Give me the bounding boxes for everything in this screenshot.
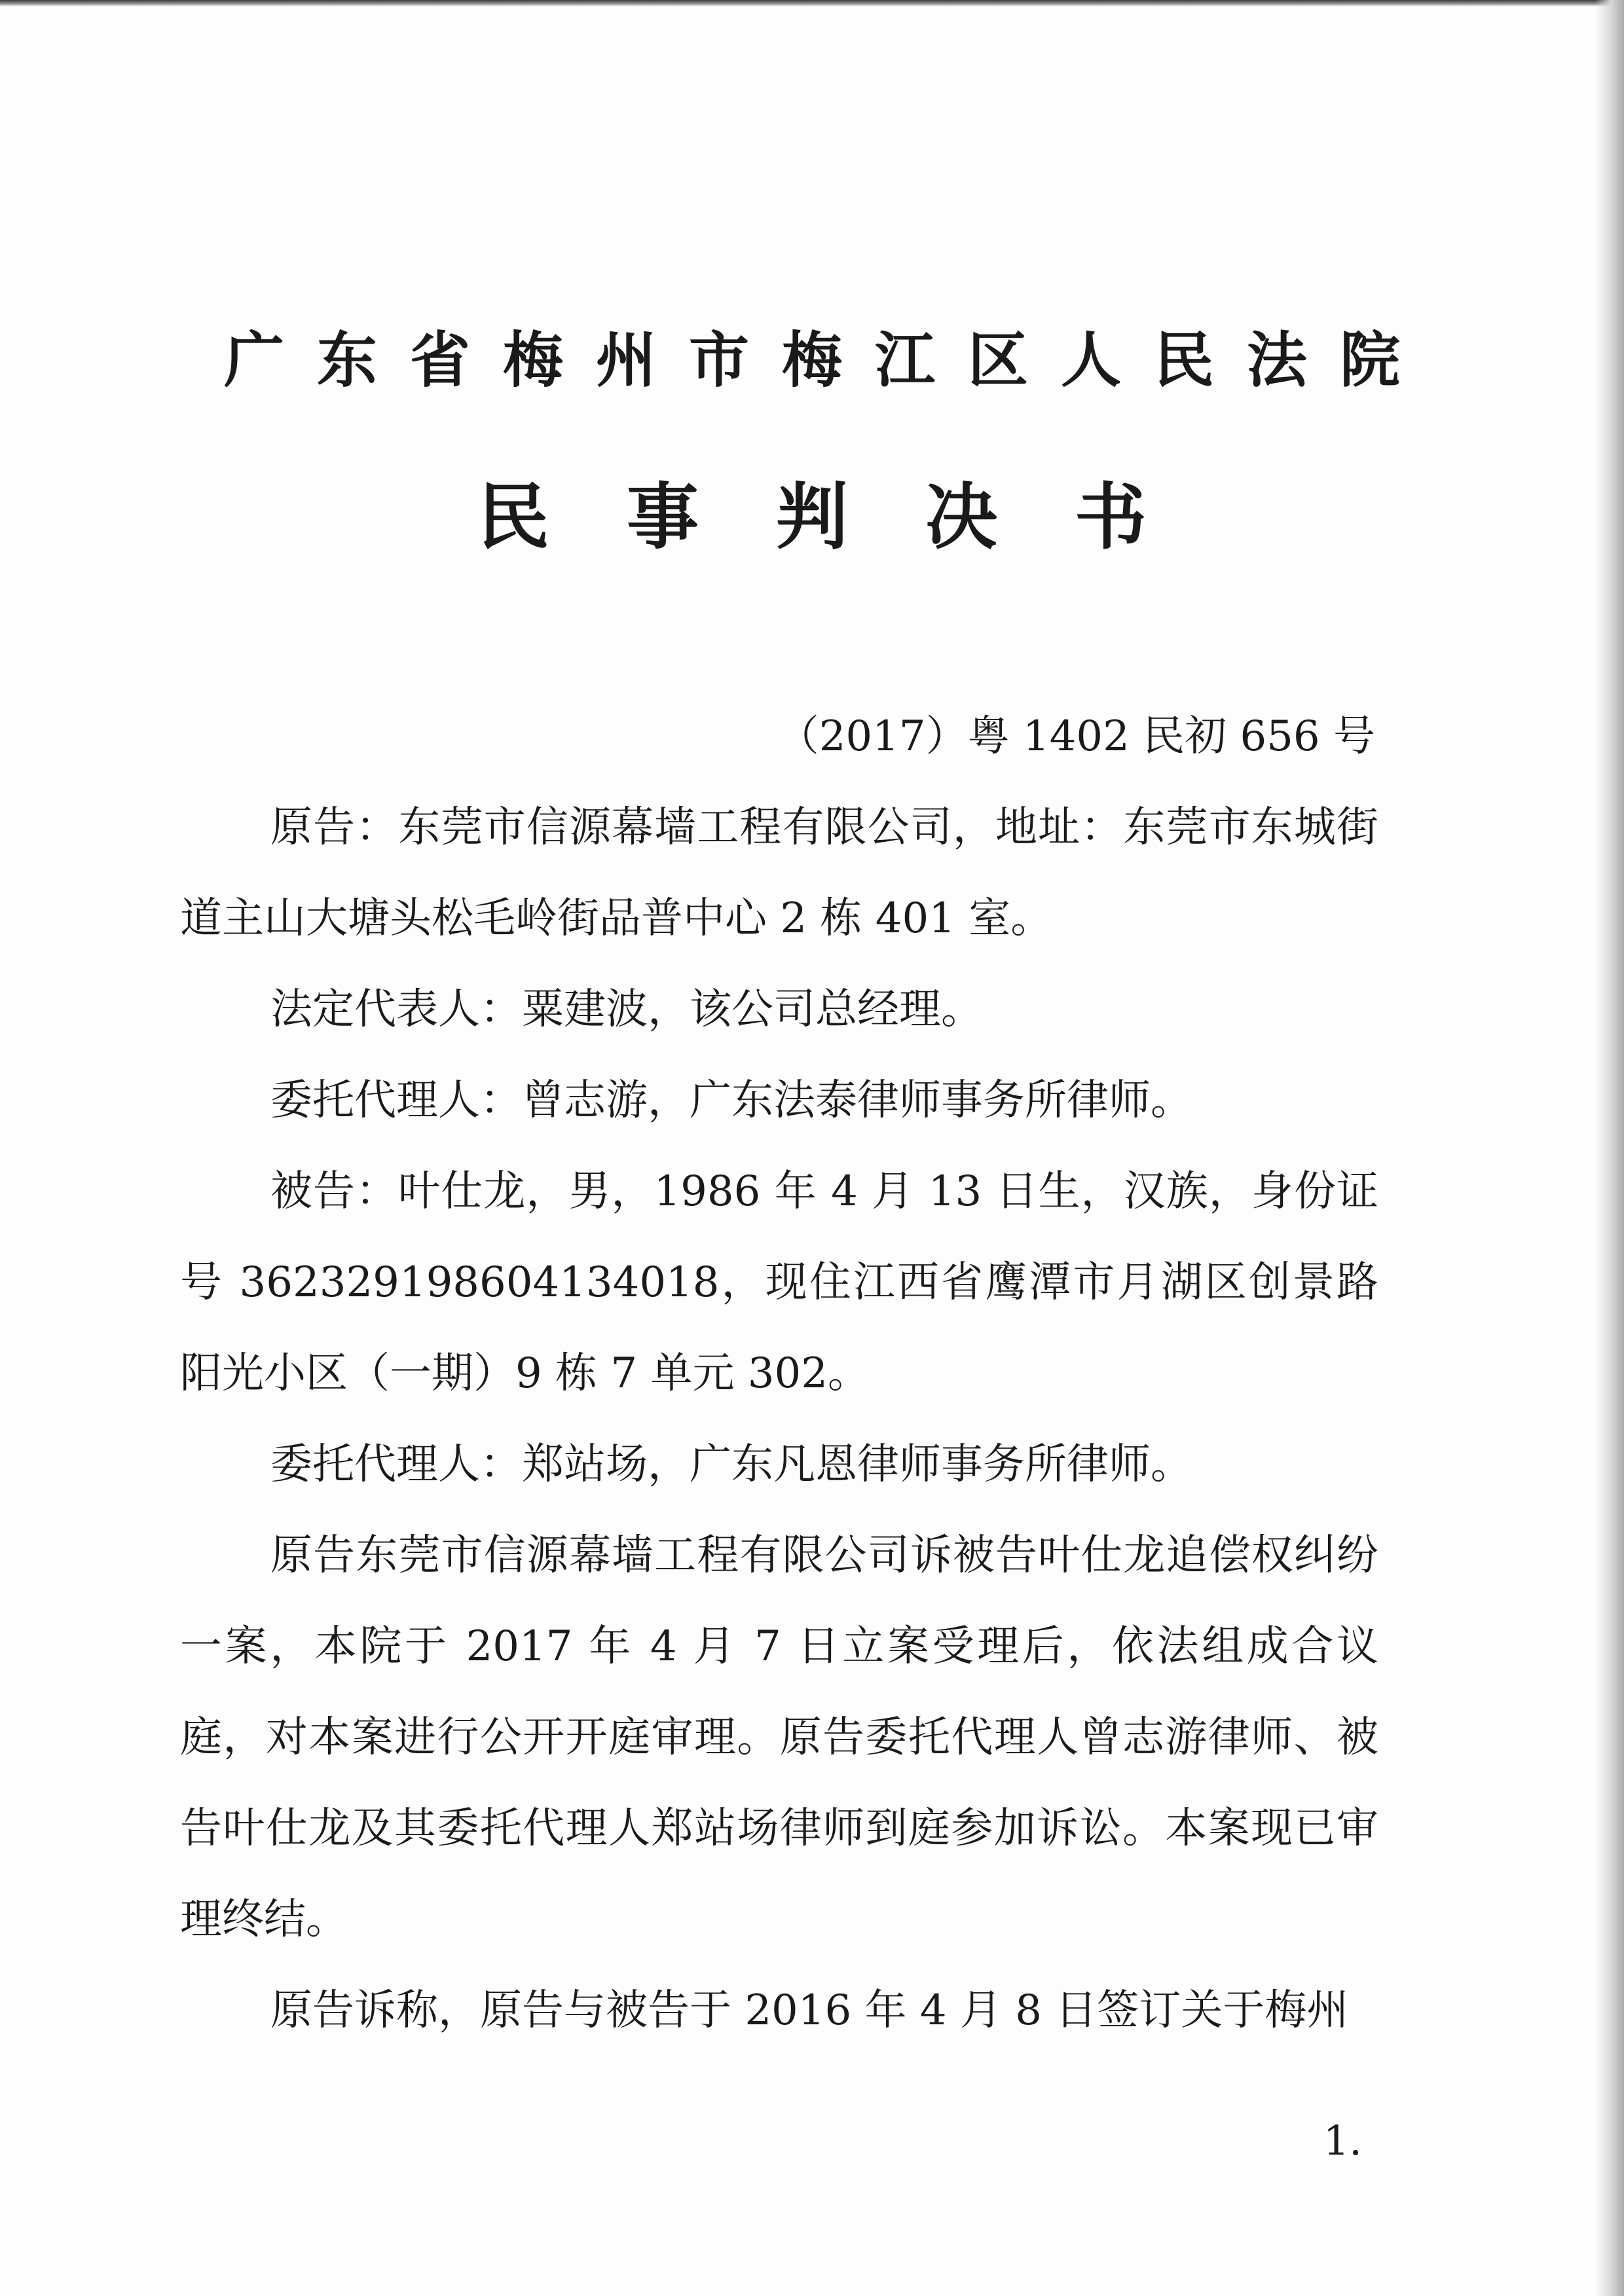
scan-edge-top [0,0,1624,7]
case-number: （2017）粤 1402 民初 656 号 [777,712,1375,761]
legal-representative-paragraph: 法定代表人：粟建波，该公司总经理。 [270,985,983,1034]
plaintiff-paragraph: 原告：东莞市信源幕墙工程有限公司，地址：东莞市东城街道主山大塘头松毛岭街品普中心 2 栋 401 室。 [180,803,1378,943]
document-type-title: 民事判决书 [477,475,1224,559]
plaintiff-agent-paragraph: 委托代理人：曾志游，广东法泰律师事务所律师。 [270,1076,1192,1125]
page-number: 1. [1323,2117,1362,2164]
court-title: 广东省梅州市梅江区人民法院 [223,325,1433,395]
defendant-agent-paragraph: 委托代理人：郑站场，广东凡恩律师事务所律师。 [270,1440,1192,1489]
plaintiff-claim-paragraph: 原告诉称，原告与被告于 2016 年 4 月 8 日签订关于梅州 [270,1986,1349,2035]
defendant-paragraph: 被告：叶仕龙，男，1986 年 4 月 13 日生，汉族，身份证号 362329198604134018，现住江西省鹰潭市月湖区创景路阳光小区（一期）9 栋 7 单元 302。 [180,1167,1378,1398]
document-body [180,782,1378,2056]
case-summary-paragraph: 原告东莞市信源幕墙工程有限公司诉被告叶仕龙追偿权纠纷一案，本院于 2017 年 4 月 7 日立案受理后，依法组成合议庭，对本案进行公开开庭审理。原告委托代理人曾志游律师、被告叶仕龙及其委托代理人郑站场律师到庭参加诉讼。本案现已审理终结。 [180,1531,1378,1944]
